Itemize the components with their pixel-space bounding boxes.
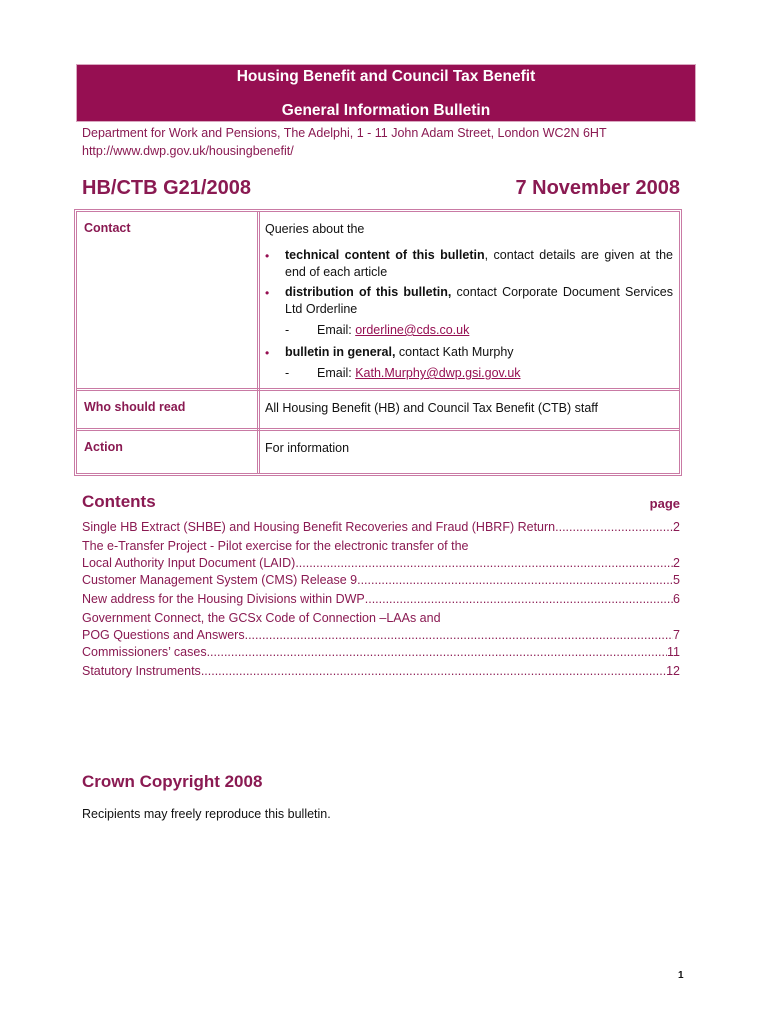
email-label: Email: (317, 366, 356, 380)
dot-leader (295, 555, 673, 572)
who-should-read-text: All Housing Benefit (HB) and Council Tax Benefit (CTB) staff (265, 401, 599, 415)
dot-leader (365, 591, 673, 608)
bullet-bold-text: bulletin in general, (285, 345, 396, 359)
toc-entry-title: New address for the Housing Divisions within DWP (82, 592, 365, 606)
contact-bullet-technical (285, 247, 673, 281)
kath-murphy-email-link[interactable]: Kath.Murphy@dwp.gsi.gov.uk (355, 366, 521, 380)
dot-leader (207, 644, 667, 661)
table-row-divider (77, 428, 679, 431)
toc-page-number: 12 (666, 664, 680, 678)
page-number: 1 (678, 970, 684, 981)
toc-entry-title: POG Questions and Answers (82, 628, 245, 642)
toc-page-number: 11 (667, 645, 680, 659)
dash-marker: - (285, 323, 290, 337)
dash-marker: - (285, 366, 290, 380)
bullet-text: contact Kath Murphy (395, 345, 514, 359)
toc-entry-title: The e-Transfer Project - Pilot exercise for the electronic transfer of the (82, 539, 469, 553)
dot-leader (555, 519, 673, 536)
banner-title: Housing Benefit and Council Tax Benefit (236, 68, 536, 85)
toc-entry-new-address[interactable] (82, 591, 680, 608)
website-url[interactable]: http://www.dwp.gov.uk/housingbenefit/ (82, 144, 294, 158)
toc-entry-commissioners-cases[interactable] (82, 644, 680, 661)
toc-entry-title: Commissioners’ cases (82, 645, 207, 659)
toc-entry-title: Customer Management System (CMS) Release 9 (82, 573, 358, 587)
bullet-bold-text: distribution of this bulletin, (285, 285, 452, 299)
table-row-divider (77, 388, 679, 391)
toc-entry-title: Local Authority Input Document (LAID) (82, 556, 296, 570)
toc-entry-title: Statutory Instruments (82, 664, 201, 678)
toc-page-number: 5 (673, 573, 680, 587)
table-column-divider (257, 212, 260, 473)
page-column-heading: page (649, 496, 680, 511)
bullet-text: contact Corporate Document Services Ltd Orderline (285, 285, 673, 316)
crown-copyright-text: Recipients may freely reproduce this bulletin. (82, 807, 331, 821)
action-text: For information (265, 441, 350, 455)
contents-heading: Contents (82, 492, 156, 511)
who-should-read-label: Who should read (84, 400, 186, 414)
contact-bullet-distribution (285, 284, 673, 318)
action-label: Action (84, 440, 123, 454)
dot-leader (245, 627, 673, 644)
bullet-icon: • (265, 346, 270, 360)
bulletin-id: HB/CTB G21/2008 (82, 177, 251, 199)
bullet-text: , contact details are given at the end of each article (285, 248, 673, 279)
email-line (317, 366, 521, 380)
bulletin-date: 7 November 2008 (515, 177, 680, 199)
toc-entry-etransfer[interactable] (82, 538, 680, 572)
toc-page-number: 2 (673, 556, 680, 570)
toc-entry-shbe[interactable] (82, 519, 680, 536)
toc-page-number: 7 (673, 628, 680, 642)
title-banner (76, 64, 696, 122)
toc-page-number: 6 (673, 592, 680, 606)
dot-leader (357, 572, 673, 589)
toc-entry-government-connect[interactable] (82, 610, 680, 644)
toc-entry-title: Government Connect, the GCSx Code of Connection –LAAs and (82, 611, 441, 625)
info-table (74, 209, 682, 476)
bullet-icon: • (265, 286, 270, 300)
dot-leader (201, 663, 666, 680)
queries-intro: Queries about the (265, 222, 365, 236)
contact-bullet-general (285, 344, 673, 361)
bullet-icon: • (265, 249, 270, 263)
toc-entry-cms[interactable] (82, 572, 680, 589)
toc-page-number: 2 (673, 520, 680, 534)
toc-entry-statutory-instruments[interactable] (82, 663, 680, 680)
banner-subtitle: General Information Bulletin (281, 102, 491, 119)
toc-entry-title: Single HB Extract (SHBE) and Housing Benefit Recoveries and Fraud (HBRF) Return (82, 520, 556, 534)
email-line (317, 323, 469, 337)
contact-label: Contact (84, 221, 131, 235)
department-address: Department for Work and Pensions, The Adelphi, 1 - 11 John Adam Street, London WC2N 6HT (82, 126, 607, 140)
email-label: Email: (317, 323, 356, 337)
orderline-email-link[interactable]: orderline@cds.co.uk (355, 323, 470, 337)
bullet-bold-text: technical content of this bulletin (285, 248, 485, 262)
crown-copyright-heading: Crown Copyright 2008 (82, 772, 263, 791)
